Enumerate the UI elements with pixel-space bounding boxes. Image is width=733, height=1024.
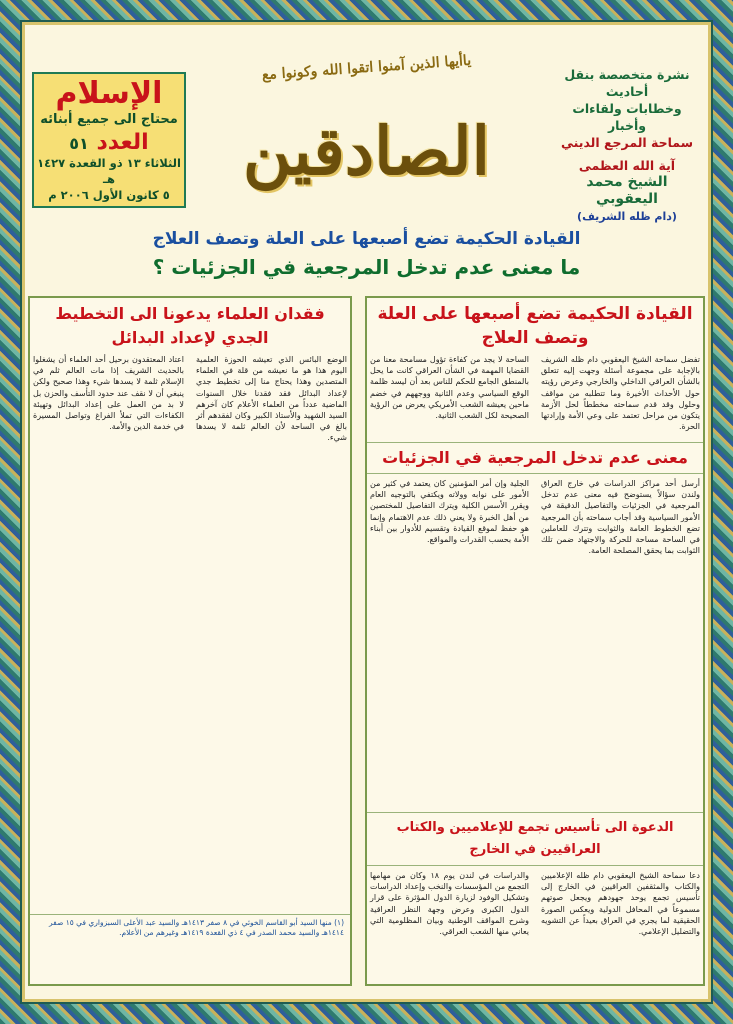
- article-text-leadership-right: تفضل سماحة الشيخ اليعقوبي دام ظله الشريف بالإجابة على مجموعة أسئلة وجهت إليه تتعلق بالشأن العراقي الداخلي والخارجي وعرض رؤيته حول الأحداث الأخيرة وما تتطلبه من مواقف وحلول وقد قدم سماحته مخططاً لحل الأزمة يتكون من مراحل تعتمد على وعي الأمة وإرادتها الحرة.: [541, 355, 700, 432]
- masthead-verse: ياأيها الذين آمنوا اتقوا الله وكونوا مع: [261, 52, 472, 84]
- front-headlines: [26, 226, 707, 286]
- article-text-media-left: والدراسات في لندن يوم ١٨ وكان من مهامها التجمع من المؤسسات والنخب وإعداد الدراسات وتشكيل الوفود لزيارة الدول المؤثرة على قرار الدول الكبرى وعرض وجهة النظر العراقية وشرح المواقف الوطنية وبيان المظلومية التي يعاني منها الشعب العراقي.: [370, 871, 529, 937]
- slogan-islam: الإسلام: [55, 76, 163, 111]
- header-line-3: سماحة المرجع الديني: [561, 135, 693, 150]
- masthead-title-block: [196, 34, 537, 218]
- authority-name: الشيخ محمد اليعقوبي: [586, 174, 668, 207]
- authority-title: آية الله العظمى: [578, 158, 676, 173]
- article-title-media-gathering: الدعوة الى تأسيس تجمع للإعلاميين والكتاب العراقيين في الخارج: [367, 812, 703, 866]
- article-text-particulars-left: الجلية وإن أمر المؤمنين كان يعتمد في كثير من الأمور على نوابه وولاته ويكتفي بالتوجيه العام ويقرر الأسس الكلية ويترك التفاصيل للمختصين من أهل الخبرة ولا يعني ذلك عدم الاهتمام وإنما هو حفظ لموقع القيادة وتقسيم للأدوار بين أبناء الأمة بحسب القدرات والمواقع.: [370, 479, 529, 545]
- article-body-particulars: [367, 478, 703, 808]
- article-title-particulars: معنى عدم تدخل المرجعية في الجزئيات: [367, 442, 703, 474]
- issue-date-hijri: الثلاثاء ١٣ ذو القعدة ١٤٢٧ هـ: [37, 156, 181, 186]
- headline-question: ما معنى عدم تدخل المرجعية في الجزئيات ؟: [152, 255, 581, 279]
- article-text-scholars-left: اعتاد المعتقدون برحيل أحد العلماء أن يشغلوا بالحديث الشريف إذا مات العالم ثلم في الإسلام ثلمة لا يسدها شيء وهذا صحيح ولكن ينبغي أن لا نقف عند حدود التأسف والحزن بل لا بد من العمل على إعداد البدائل وتهيئة الكفاءات التي تملأ الفراغ وتواصل المسيرة في خدمة الدين والأمة.: [33, 355, 184, 432]
- article-title-leadership: القيادة الحكيمة تضع أصبعها على العلة وتصف العلاج: [377, 304, 693, 348]
- right-column: [365, 296, 705, 986]
- article-body-leadership: [367, 354, 703, 438]
- issue-label: العدد: [96, 130, 149, 155]
- left-column: [28, 296, 352, 986]
- issue-date-gregorian: ٥ كانون الأول ٢٠٠٦ م: [48, 188, 170, 202]
- header-line-1: نشرة متخصصة بنقل أحاديث: [564, 67, 690, 99]
- article-title-scholars: فقدان العلماء يدعونا الى التخطيط الجدي لإعداد البدائل: [55, 304, 325, 347]
- header-info-block: [553, 66, 701, 225]
- left-article-box: [28, 296, 352, 986]
- authority-suffix: (دام ظله الشريف): [577, 210, 677, 223]
- issue-number-line: [34, 130, 184, 155]
- article-text-scholars-right: الوضع البائس الذي تعيشه الحوزة العلمية اليوم هذا هو ما نعيشه من قلة في العلماء المتصدين وهذا يحتاج منا إلى تخطيط جدي لإعداد البدائل فقد فقدنا خلال السنوات الماضية عدداً من العلماء الأعلام كان آخرهم السيد الشهيد والأستاذ الكبير وكان لفقدهم أثر بالغ في الساحة لأن العالم ثلمة لا يسدها شيء.: [196, 355, 347, 443]
- page-inner-frame: [20, 20, 713, 1004]
- right-articles-box: [365, 296, 705, 986]
- article-body-media-gathering: [367, 870, 703, 986]
- headline-main: القيادة الحكيمة تضع أصبعها على العلة وتصف العلاج: [152, 229, 581, 249]
- header-line-2: وخطابات ولقاءات وأخبار: [572, 101, 682, 133]
- article-text-particulars-right: أرسل أحد مراكز الدراسات في خارج العراق ولندن سؤالاً يستوضح فيه معنى عدم تدخل المرجعية في الجزئيات والتفاصيل الدقيقة في الأمور السياسية وقد أجاب سماحته بأن المرجعية تضع الخطوط العامة والثوابت وتترك للعاملين في الساحة مساحة للحركة والاجتهاد ضمن تلك الثوابت بما يحقق المصلحة العامة.: [541, 479, 700, 556]
- masthead-title: الصادقين: [243, 112, 490, 190]
- article-text-leadership-left: الساحة لا يجد من كفاءة تؤول مسامحة معنا من القضايا المهمة في الشأن العراقي كانت ما يحل بالمنطق الجامع للحكم للناس بعد أن ليسد ظلمة الوقع السياسي وعدم الثانية ووجههم في خضم ماحين يعيشه الشعب الأمريكي يعرض من الرؤية الصحيحة لكل الشعب الثانية.: [370, 355, 529, 421]
- article-body-scholars: [30, 354, 350, 914]
- issue-info-box: [32, 72, 186, 208]
- masthead-header: [26, 26, 707, 222]
- slogan-subtitle: محتاج الى جميع أبنائه: [40, 112, 178, 127]
- article-text-media-right: دعا سماحة الشيخ اليعقوبي دام ظله الإعلاميين والكتاب والمثقفين العراقيين في الخارج إلى تأسيس تجمع يوحد جهودهم ويجعل صوتهم مسموعاً في المحافل الدولية ويعكس الصورة الحقيقية لما يجري في العراق بعيداً عن التشويه والتضليل الإعلامي.: [541, 871, 700, 937]
- issue-number: ٥١: [69, 134, 89, 153]
- article-footnote: (١) منها السيد أبو القاسم الخوئي في ٨ صفر ١٤١٣هـ والسيد عبد الأعلى السبزواري في ١٥ صفر ١٤١٤هـ والسيد محمد الصدر في ٤ ذي القعدة ١٤١٩هـ وغيرهم من الأعلام.: [30, 914, 350, 941]
